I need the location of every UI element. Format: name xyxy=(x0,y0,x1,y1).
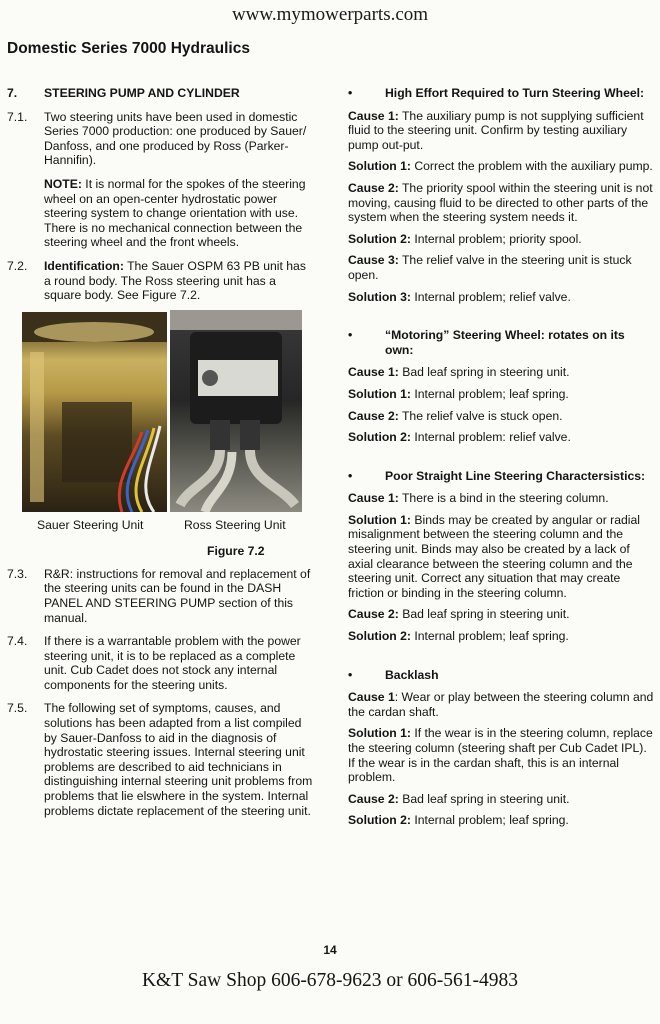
note xyxy=(44,177,314,250)
cause-solution-item xyxy=(348,513,654,601)
ross-steering-unit-photo xyxy=(170,310,302,512)
paragraph-text: Two steering units have been used in domestic Series 7000 production: one produced by Sauer/ Danfoss, and one produced by Ross (Parker-Hannifin). xyxy=(44,109,307,168)
symptom-heading xyxy=(348,668,654,683)
item-text: There is a bind in the steering column. xyxy=(398,491,609,506)
page-number: 14 xyxy=(323,943,337,957)
item-label: Solution 1: xyxy=(348,726,411,741)
paragraph-number: 7.4. xyxy=(7,634,28,649)
section-high-effort xyxy=(348,86,654,304)
cause-solution-item xyxy=(348,159,654,174)
cause-solution-item xyxy=(348,690,654,719)
right-column xyxy=(348,86,654,838)
sauer-caption: Sauer Steering Unit xyxy=(37,517,144,532)
cause-solution-item xyxy=(348,290,654,305)
cause-solution-item xyxy=(348,629,654,644)
item-text: The relief valve is stuck open. xyxy=(398,408,563,423)
item-text: The priority spool within the steering unit is not moving, causing fluid to be directed to other parts of the system when the steering system needs it. xyxy=(348,180,653,225)
section-title: STEERING PUMP AND CYLINDER xyxy=(44,86,240,100)
item-text: Binds may be created by angular or radial misalignment between the steering column and the steering unit. Binds may also be created by a lack of axial clearance between the steering column and the steering unit. Correct any situation that may create friction or binding in the steering column. xyxy=(348,512,640,600)
paragraph-7-5 xyxy=(7,701,314,818)
item-text: Internal problem; leaf spring. xyxy=(410,629,569,644)
paragraph-7-4 xyxy=(7,634,314,692)
item-text: The auxiliary pump is not supplying sufficient fluid to the steering unit. Confirm by testing auxiliary pump out-put. xyxy=(348,108,644,152)
paragraph-7-2 xyxy=(7,259,314,303)
figure-7-2 xyxy=(7,312,314,557)
left-column xyxy=(7,86,314,827)
cause-solution-item xyxy=(348,181,654,225)
item-label: Cause 1: xyxy=(348,108,399,123)
item-label: Solution 3: xyxy=(348,289,411,304)
item-label: Solution 2: xyxy=(348,629,411,644)
bullet: • xyxy=(348,468,353,483)
item-text: Internal problem: relief valve. xyxy=(410,430,571,445)
item-label: Solution 1: xyxy=(348,386,411,401)
cause-solution-item xyxy=(348,232,654,247)
item-text: Internal problem; relief valve. xyxy=(410,289,571,304)
item-label: Cause 2: xyxy=(348,180,399,195)
item-label: Cause 1: xyxy=(348,365,399,380)
symptom-title: High Effort Required to Turn Steering Wheel: xyxy=(385,86,645,100)
item-text: Bad leaf spring in steering unit. xyxy=(398,607,570,622)
item-text: Bad leaf spring in steering unit. xyxy=(398,791,570,806)
item-label: Cause 1 xyxy=(348,690,395,705)
identification-label: Identification: xyxy=(44,258,124,273)
item-label: Cause 2: xyxy=(348,791,399,806)
item-text: The relief valve in the steering unit is stuck open. xyxy=(348,253,632,282)
bullet: • xyxy=(348,328,353,343)
cause-solution-item xyxy=(348,792,654,807)
item-label: Solution 1: xyxy=(348,159,411,174)
symptom-title: Poor Straight Line Steering Charactersistics: xyxy=(385,468,646,483)
item-label: Cause 1: xyxy=(348,491,399,506)
section-motoring xyxy=(348,328,654,445)
item-label: Cause 2: xyxy=(348,607,399,622)
cause-solution-item xyxy=(348,430,654,445)
note-text: It is normal for the spokes of the steering wheel on an open-center hydrostatic power steering system to change orientation with use. There is no mechanical connection between the steering wheel and the front wheels. xyxy=(44,176,306,250)
cause-solution-item xyxy=(348,253,654,282)
cause-solution-item xyxy=(348,387,654,402)
note-label: NOTE: xyxy=(44,176,82,191)
item-text: Internal problem; priority spool. xyxy=(410,231,582,246)
cause-solution-item xyxy=(348,409,654,424)
paragraph-7-1 xyxy=(7,110,314,250)
paragraph-number: 7.1. xyxy=(7,109,28,124)
cause-solution-item xyxy=(348,109,654,153)
cause-solution-item xyxy=(348,365,654,380)
bullet: • xyxy=(348,86,353,100)
symptom-title: Backlash xyxy=(385,667,439,682)
symptom-heading xyxy=(348,328,654,357)
item-label: Solution 1: xyxy=(348,512,411,527)
item-label: Solution 2: xyxy=(348,430,411,445)
item-text: Correct the problem with the auxiliary pump. xyxy=(410,159,653,174)
cause-solution-item xyxy=(348,491,654,506)
item-label: Solution 2: xyxy=(348,813,411,828)
item-text: : Wear or play between the steering column and the cardan shaft. xyxy=(348,690,654,719)
paragraph-7-3 xyxy=(7,567,314,625)
paragraph-text: If there is a warrantable problem with the power steering unit, it is to be replaced as a complete unit. Cub Cadet does not stock any internal components for the steering units. xyxy=(44,634,301,692)
header-url: www.mymowerparts.com xyxy=(231,4,429,25)
paragraph-text: R&R: instructions for removal and replacement of the steering units can be found in the DASH PANEL AND STEERING PUMP section of this manual. xyxy=(44,566,311,625)
paragraph-number: 7.5. xyxy=(7,701,28,716)
item-label: Cause 3: xyxy=(348,253,399,268)
footer-contact: K&T Saw Shop 606-678-9623 or 606-561-4983 xyxy=(141,970,519,991)
figure-caption: Figure 7.2 xyxy=(207,543,265,558)
cause-solution-item xyxy=(348,813,654,828)
symptom-heading xyxy=(348,86,654,101)
item-text: Internal problem; leaf spring. xyxy=(410,813,569,828)
paragraph-text xyxy=(44,259,314,303)
cause-solution-item xyxy=(348,726,654,784)
sauer-steering-unit-photo xyxy=(22,312,167,512)
cause-solution-item xyxy=(348,607,654,622)
section-heading xyxy=(7,86,314,101)
item-text: Bad leaf spring in steering unit. xyxy=(398,365,570,380)
item-label: Solution 2: xyxy=(348,231,411,246)
item-text: If the wear is in the steering column, replace the steering column (steering shaft per Cub Cadet IPL). If the wear is in the cardan shaft, this is an internal problem. xyxy=(348,726,653,785)
paragraph-number: 7.3. xyxy=(7,566,28,581)
bullet: • xyxy=(348,667,353,682)
item-label: Cause 2: xyxy=(348,408,399,423)
paragraph-text: The following set of symptoms, causes, and solutions has been adapted from a list compiled by Sauer-Danfoss to aid in the diagnosis of hydrostatic steering issues. Internal steering unit problems are described to aid technicians in distinguishing internal steering unit problems from problems that lie elswhere in the system. Internal problems dictate replacement of the steering unit. xyxy=(44,701,313,818)
section-backlash xyxy=(348,668,654,828)
document-title: Domestic Series 7000 Hydraulics xyxy=(7,40,250,57)
paragraph-number: 7.2. xyxy=(7,258,28,273)
section-straight-line xyxy=(348,469,654,644)
item-text: Internal problem; leaf spring. xyxy=(410,386,569,401)
symptom-heading xyxy=(348,469,654,484)
section-number: 7. xyxy=(7,86,18,100)
identification-text: The Sauer OSPM 63 PB unit has a round body. The Ross steering unit has a square body. See Figure 7.2. xyxy=(44,258,306,303)
ross-caption: Ross Steering Unit xyxy=(184,517,286,532)
symptom-title: “Motoring” Steering Wheel: rotates on its own: xyxy=(385,328,625,357)
